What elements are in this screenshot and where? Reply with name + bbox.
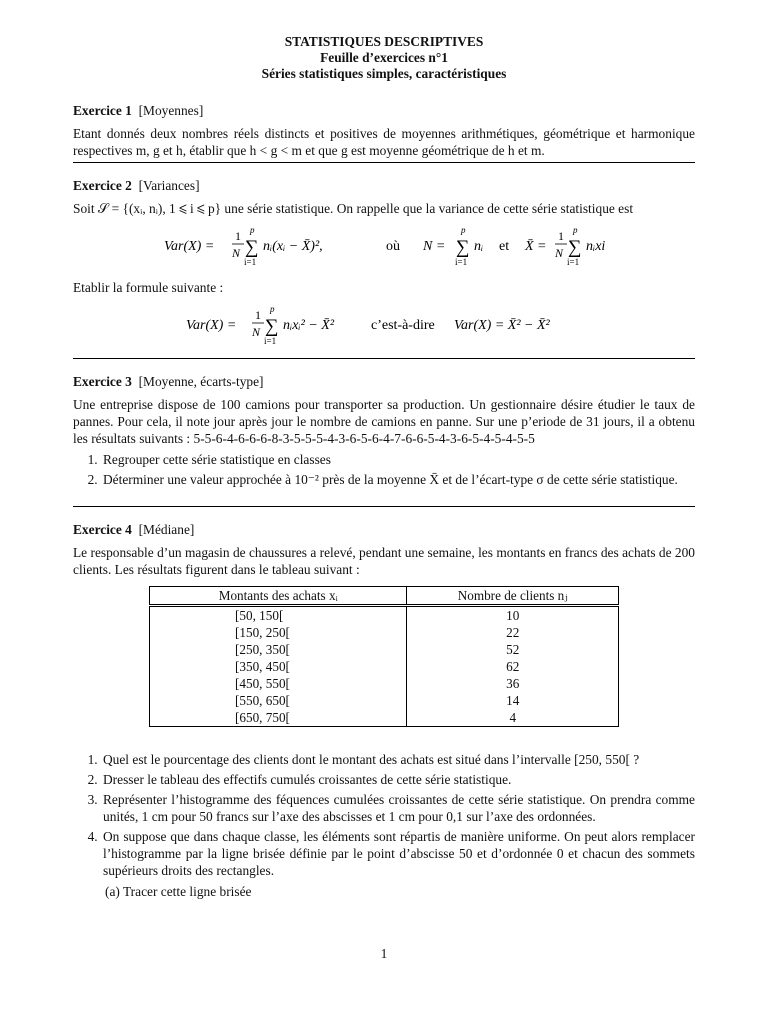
formula2-body: nᵢxᵢ² − X̄² — [283, 318, 335, 333]
purchases-table — [149, 586, 619, 727]
exercise-1-number: Exercice 1 — [73, 103, 132, 118]
sum-top: p — [250, 225, 255, 235]
svg-text:1: 1 — [255, 308, 261, 322]
formula2-left: Var(X) = — [186, 318, 237, 333]
formula2-right: Var(X) = X̄² − X̄² — [454, 318, 550, 333]
table-row: [50, 150[ 10 — [150, 606, 619, 625]
exercise-3-number: Exercice 3 — [73, 374, 132, 389]
formula1-and: et — [499, 239, 510, 254]
exercise-1-text: Etant donnés deux nombres réels distincts et positives de moyennes arithmétiques, géométrique et harmonique respectives m, g et h, établir que h < g < m et que g est moyenne géométrique de h et m. — [73, 126, 695, 158]
page-number: 1 — [380, 946, 388, 961]
svg-text:1: 1 — [558, 229, 564, 243]
svg-text:p: p — [461, 225, 466, 235]
sum-bottom: i=1 — [244, 257, 257, 267]
formula1-left: Var(X) = — [164, 239, 215, 254]
sub-list-item: (a) Tracer cette ligne brisée — [105, 884, 252, 899]
svg-text:i=1: i=1 — [567, 257, 580, 267]
exercise-4-questions — [73, 751, 695, 900]
table-row: [650, 750[ 4 — [150, 709, 619, 727]
svg-text:i=1: i=1 — [455, 257, 468, 267]
table-header: Montants des achats xᵢ — [150, 587, 407, 606]
exercise-4-heading — [73, 521, 695, 538]
svg-text:p: p — [270, 304, 275, 314]
table-row: [450, 550[ 36 — [150, 675, 619, 692]
frac-den: N — [232, 246, 241, 260]
list-item: 1. Quel est le pourcentage des clients dont le montant des achats est situé dans l’intervalle [250, 550[ ? — [101, 751, 695, 768]
divider — [73, 506, 695, 507]
svg-text:N: N — [555, 246, 564, 260]
exercise-4-text: Le responsable d’un magasin de chaussures a relevé, pendant une semaine, les montants en francs des achats de 200 clients. Les résultats figurent dans le tableau suivant : — [73, 545, 695, 577]
exercise-4-topic: [Médiane] — [138, 522, 195, 537]
divider — [73, 162, 695, 163]
title-line-1: STATISTIQUES DESCRIPTIVES — [284, 34, 484, 49]
formula1-where: où — [386, 239, 400, 254]
table-row: [350, 450[ 62 — [150, 658, 619, 675]
sum-sign: ∑ — [245, 237, 259, 258]
table-header: Nombre de clients nⱼ — [407, 587, 619, 606]
formula1-body: nᵢ(xᵢ − X̄)², — [263, 239, 323, 254]
exercise-2-topic: [Variances] — [138, 178, 200, 193]
exercise-3-text: Une entreprise dispose de 100 camions pour transporter sa production. Un gestionnaire désire étudier le taux de pannes. Pour cela, il note jour après jour le nombre de camions en panne. Sur une p’eriode de 31 jours, il a obtenu les résultats suivants : 5-5-6-4-6-6-6-8-3-5-5-5-4-3-6-5-6-4-7-6-6-5-4-3-6-5-4-5-4-5-5 — [73, 397, 695, 446]
document-title — [73, 34, 695, 82]
title-line-2: Feuille d’exercices n°1 — [320, 50, 448, 65]
frac-num: 1 — [235, 229, 241, 243]
svg-text:∑: ∑ — [568, 237, 582, 258]
list-item: 3. Représenter l’histogramme des féquences cumulées croissantes de cette série statistique. On prendra comme unités, 1 cm pour 50 francs sur l’axe des abscisses et 1 cm pour 0,1 sur l’axe des ordonnées. — [101, 791, 695, 825]
exercise-3-heading — [73, 373, 695, 390]
formula1-Xbar: X̄ = — [525, 239, 547, 254]
exercise-1-heading — [73, 102, 695, 119]
formula1-N: N = — [423, 239, 446, 254]
formula1-Xbar-body: nᵢxi — [586, 239, 606, 254]
exercise-1-topic: [Moyennes] — [138, 103, 204, 118]
divider — [73, 358, 695, 359]
document-page — [73, 34, 695, 900]
list-item: 2. Déterminer une valeur approchée à 10⁻² près de la moyenne X̄ et de l’écart-type σ de cette série statistique. — [101, 471, 695, 488]
exercise-2-instruction: Etablir la formule suivante : — [73, 280, 224, 295]
formula2-cad: c’est-à-dire — [371, 318, 435, 333]
exercise-4-number: Exercice 4 — [73, 522, 132, 537]
formula1-N-body: nᵢ — [474, 239, 484, 254]
exercise-3-questions — [73, 451, 695, 488]
title-line-3: Séries statistiques simples, caractéristiques — [261, 66, 507, 81]
table-row: [150, 250[ 22 — [150, 624, 619, 641]
variance-formula-to-prove — [73, 302, 695, 352]
list-item: 1. Regrouper cette série statistique en classes — [101, 451, 695, 468]
exercise-2-intro: Soit 𝒮 = {(xᵢ, nᵢ), 1 ⩽ i ⩽ p} une série statistique. On rappelle que la variance de cette série statistique est — [73, 201, 634, 216]
table-row: [250, 350[ 52 — [150, 641, 619, 658]
exercise-2-number: Exercice 2 — [73, 178, 132, 193]
exercise-3-topic: [Moyenne, écarts-type] — [138, 374, 264, 389]
svg-text:i=1: i=1 — [264, 336, 277, 346]
list-item: 2. Dresser le tableau des effectifs cumulés croissantes de cette série statistique. — [101, 771, 695, 788]
svg-text:∑: ∑ — [265, 316, 279, 337]
table-row: [550, 650[ 14 — [150, 692, 619, 709]
variance-definition-formula — [73, 223, 695, 273]
list-item: 4. On suppose que dans chaque classe, les éléments sont répartis de manière uniforme. On peut alors remplacer l’histogramme par la ligne brisée définie par le point d’abscisse 50 et d’ordonnée 0 et chacun des sommets supérieurs droits des rectangles. (a) Tracer cette ligne brisée — [101, 828, 695, 900]
sub-list — [103, 883, 695, 900]
svg-text:∑: ∑ — [456, 237, 470, 258]
svg-text:p: p — [573, 225, 578, 235]
svg-text:N: N — [252, 325, 261, 339]
exercise-2-heading — [73, 177, 695, 194]
table-header-row — [150, 587, 619, 606]
